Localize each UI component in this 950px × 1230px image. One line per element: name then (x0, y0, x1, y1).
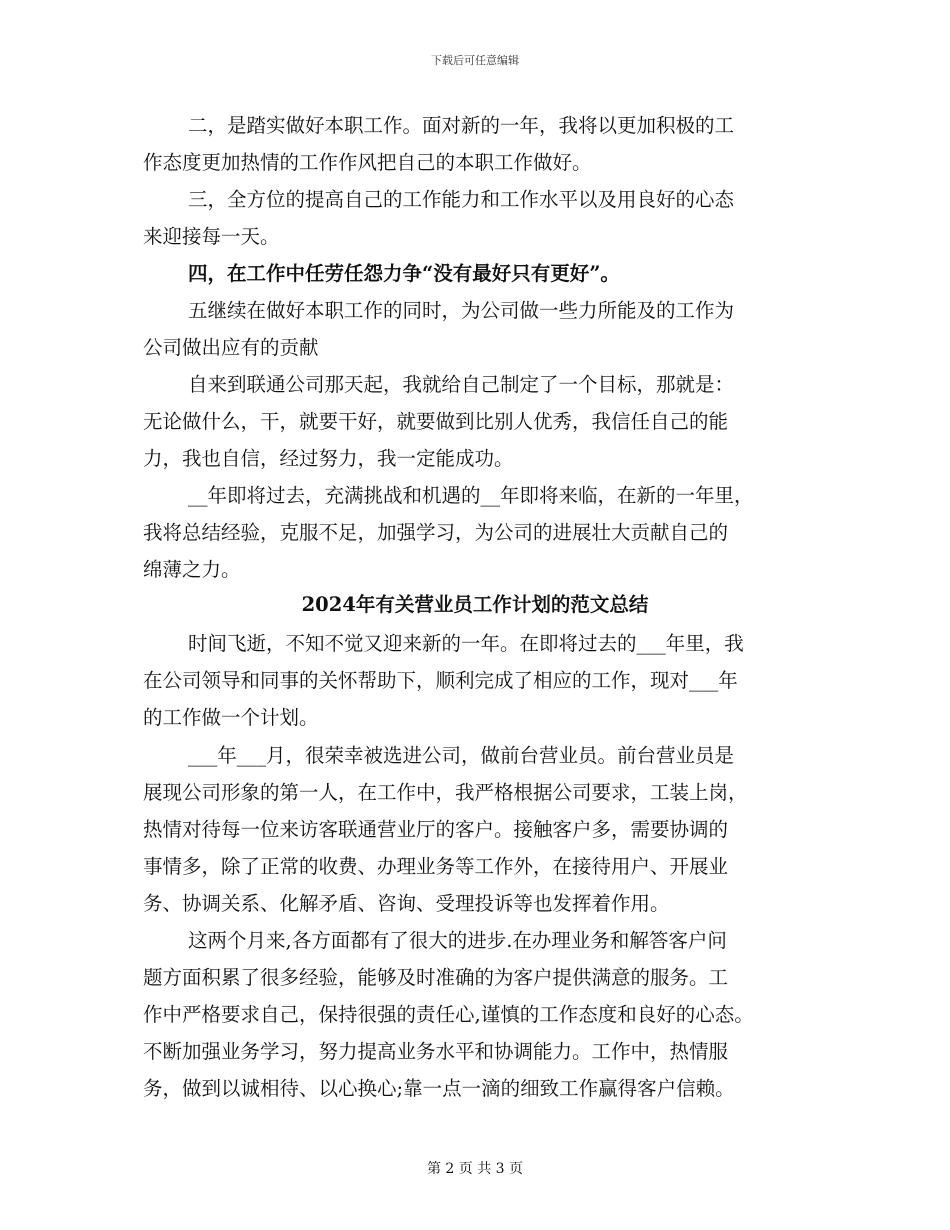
paragraph-line: 作态度更加热情的工作作风把自己的本职工作做好。 (143, 151, 592, 174)
paragraph-line: 无论做什么，干，就要干好，就要做到比别人优秀，我信任自己的能 (143, 410, 729, 433)
paragraph-line: ___年___月，很荣幸被选进公司，做前台营业员。前台营业员是 (188, 744, 735, 767)
paragraph-line: 来迎接每一天。 (143, 225, 280, 248)
page-header: 下载后可任意编辑 (431, 54, 519, 67)
paragraph-line: 展现公司形象的第一人，在工作中，我严格根据公司要求，工装上岗， (143, 781, 748, 804)
paragraph-line: 我将总结经验，克服不足，加强学习，为公司的进展壮大贡献自己的 (143, 521, 729, 544)
paragraph-line: 在公司领导和同事的关怀帮助下，顺利完成了相应的工作，现对___年 (143, 669, 738, 692)
paragraph-line: 不断加强业务学习，努力提高业务水平和协调能力。工作中，热情服 (143, 1040, 729, 1063)
paragraph-line: 二，是踏实做好本职工作。面对新的一年，我将以更加积极的工 (188, 114, 735, 137)
paragraph-line: 务，做到以诚相待、以心换心;靠一点一滴的细致工作赢得客户信赖。 (143, 1077, 735, 1100)
bold-paragraph-line: 四，在工作中任劳任怨力争“没有最好只有更好”。 (188, 262, 620, 285)
paragraph-line: 三，全方位的提高自己的工作能力和工作水平以及用良好的心态 (188, 188, 735, 211)
paragraph-line: 事情多，除了正常的收费、办理业务等工作外，在接待用户、开展业 (143, 855, 729, 878)
paragraph-line: 的工作做一个计划。 (143, 706, 319, 729)
paragraph-line: 时间飞逝，不知不觉又迎来新的一年。在即将过去的___年里，我 (188, 632, 744, 655)
page-footer: 第 2 页 共 3 页 (426, 1161, 524, 1177)
paragraph-line: 自来到联通公司那天起，我就给自己制定了一个目标，那就是： (188, 373, 735, 396)
paragraph-line: 题方面积累了很多经验，能够及时准确的为客户提供满意的服务。工 (143, 966, 729, 989)
paragraph-line: 热情对待每一位来访客联通营业厅的客户。接触客户多，需要协调的 (143, 818, 729, 841)
paragraph-line: 这两个月来,各方面都有了很大的进步.在办理业务和解答客户问 (188, 929, 727, 952)
paragraph-line: 务、协调关系、化解矛盾、咨询、受理投诉等也发挥着作用。 (143, 892, 670, 915)
section-title: 2024年有关营业员工作计划的范文总结 (301, 593, 649, 616)
paragraph-line: 公司做出应有的贡献 (143, 336, 319, 359)
paragraph-line: 绵薄之力。 (143, 558, 241, 581)
paragraph-line: 五继续在做好本职工作的同时，为公司做一些力所能及的工作为 (188, 299, 735, 322)
paragraph-line: __年即将过去，充满挑战和机遇的__年即将来临，在新的一年里， (188, 484, 754, 507)
paragraph-line: 作中严格要求自己，保持很强的责任心,谨慎的工作态度和良好的心态。 (143, 1003, 754, 1026)
paragraph-line: 力，我也自信，经过努力，我一定能成功。 (143, 447, 514, 470)
